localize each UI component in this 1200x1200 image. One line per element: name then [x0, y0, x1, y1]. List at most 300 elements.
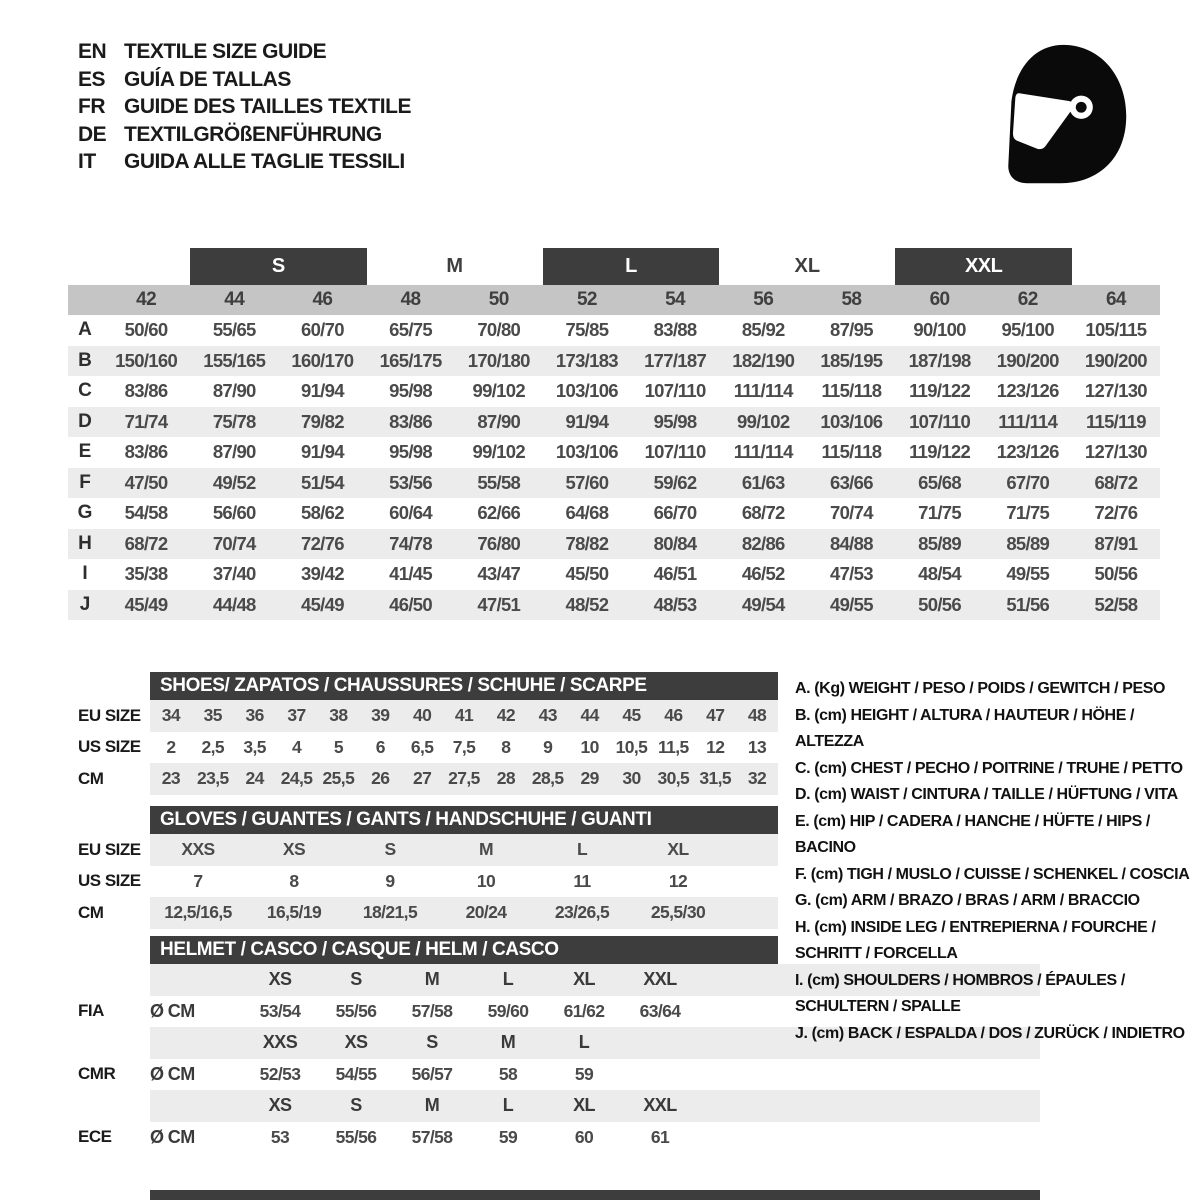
row-label: FIA: [78, 1001, 104, 1021]
value-cell: 7,5: [452, 736, 476, 757]
value-cell: 8: [501, 736, 511, 757]
size-label: S: [350, 969, 362, 990]
size-value: 60/64: [389, 502, 432, 524]
size-value: 85/89: [984, 529, 1072, 560]
size-value: 115/118: [821, 380, 882, 402]
size-value: 83/86: [124, 441, 168, 463]
row-letter: F: [68, 468, 102, 499]
size-value: 107/110: [895, 407, 983, 438]
size-value: 78/82: [543, 529, 631, 560]
language-code: DE: [78, 122, 107, 146]
size-label: L: [502, 969, 514, 990]
value-cell: 29: [580, 768, 599, 789]
value-cell: 41: [454, 705, 474, 726]
size-value: 51/54: [278, 468, 366, 499]
size-value: 107/110: [644, 380, 706, 402]
measurement-row: [68, 559, 1160, 590]
measurement-legend: [795, 676, 1195, 1047]
size-value: 72/76: [278, 529, 366, 560]
size-value: 115/119: [1072, 407, 1160, 438]
measurement-row: [68, 529, 1160, 560]
size-value: 115/118: [821, 441, 882, 463]
value-cell: 28,5: [531, 768, 564, 789]
row-letter: A: [78, 319, 92, 341]
value-cell: 53: [270, 1126, 290, 1147]
size-value: 99/102: [719, 407, 807, 438]
size-value: 119/122: [909, 441, 971, 463]
size-value: 75/78: [190, 407, 278, 438]
size-value: 90/100: [913, 319, 966, 341]
row-label: CM: [78, 768, 104, 788]
size-value: 47/50: [102, 468, 190, 499]
size-value: 123/126: [996, 380, 1059, 402]
value-cell: 55/56: [335, 1126, 377, 1147]
section-title-bar: SHOES/ ZAPATOS / CHAUSSURES / SCHUHE / SCARPE: [150, 672, 778, 700]
diameter-unit: Ø CM: [150, 1126, 195, 1147]
language-title: TEXTILE SIZE GUIDE: [124, 40, 327, 63]
size-value: 70/74: [190, 529, 278, 560]
size-number: 60: [895, 285, 983, 315]
size-group-xl: XL: [794, 255, 821, 277]
size-value: 50/56: [895, 590, 983, 621]
size-value: 46/51: [653, 563, 697, 585]
size-value: 177/187: [631, 346, 719, 377]
size-value: 47/53: [830, 563, 873, 585]
size-value: 85/92: [741, 319, 785, 341]
value-cell: 36: [245, 705, 264, 726]
measurement-row: [68, 315, 1160, 346]
language-title: GUIDE DES TAILLES TEXTILE: [124, 95, 411, 118]
value-cell: 55/56: [335, 1000, 377, 1021]
size-value: 99/102: [472, 441, 525, 463]
value-cell: 57/58: [411, 1000, 453, 1021]
value-cell: 12,5/16,5: [164, 902, 232, 923]
value-cell: 53/54: [259, 1000, 301, 1021]
size-value: 127/130: [1084, 380, 1147, 402]
size-label: XS: [268, 969, 292, 990]
size-number: 56: [719, 285, 807, 315]
size-number: 64: [1072, 285, 1160, 315]
size-label: S: [426, 1032, 438, 1053]
section-row: [78, 866, 778, 898]
row-label: US SIZE: [78, 871, 141, 891]
value-cell: 40: [412, 705, 432, 726]
size-value: 58/62: [301, 502, 344, 524]
row-letter: H: [68, 529, 102, 560]
language-code: IT: [78, 150, 96, 173]
value-cell: 6,5: [410, 736, 434, 757]
size-value: 99/102: [472, 380, 525, 402]
size-value: 87/95: [830, 319, 873, 341]
value-cell: 46: [664, 705, 683, 726]
size-value: 165/175: [366, 346, 454, 377]
size-value: 46/52: [741, 563, 785, 585]
value-cell: XXS: [181, 839, 215, 860]
legend-entry: H. (cm) INSIDE LEG / ENTREPIERNA / FOURCHE / SCHRITT / FORCELLA: [795, 918, 1156, 962]
size-value: 55/58: [455, 468, 543, 499]
value-cell: 12: [706, 736, 725, 757]
value-cell: 4: [291, 736, 302, 757]
legend-entry: B. (cm) HEIGHT / ALTURA / HAUTEUR / HÖHE / ALTEZZA: [795, 706, 1135, 750]
legend-entry: F. (cm) TIGH / MUSLO / CUISSE / SCHENKEL / COSCIA: [795, 865, 1190, 883]
legend-entry: D. (cm) WAIST / CINTURA / TAILLE / HÜFTUNG / VITA: [795, 786, 1178, 803]
value-cell: 5: [333, 736, 343, 757]
value-cell: M: [479, 839, 493, 860]
size-value: 190/200: [984, 346, 1072, 377]
value-cell: 38: [329, 705, 348, 726]
size-group-header: [68, 248, 1160, 285]
value-cell: 9: [385, 870, 395, 891]
section-row: [78, 732, 778, 764]
size-value: 67/70: [984, 468, 1072, 499]
size-value: 76/80: [455, 529, 543, 560]
value-cell: 31,5: [699, 768, 732, 789]
value-cell: 6: [375, 736, 385, 757]
gloves-size-section: [78, 806, 778, 929]
language-row: [78, 93, 411, 121]
value-cell: 24,5: [280, 768, 313, 789]
value-cell: 26: [371, 768, 390, 789]
size-label: M: [424, 969, 440, 990]
row-label: CMR: [78, 1064, 116, 1084]
row-label: EU SIZE: [78, 705, 141, 725]
size-value: 48/52: [543, 590, 631, 621]
size-number-header: [68, 285, 1160, 315]
measurement-row: [68, 376, 1160, 407]
value-cell: 59: [498, 1126, 518, 1147]
row-letter: D: [68, 407, 102, 438]
measurement-row: [68, 498, 1160, 529]
value-cell: 27,5: [448, 768, 480, 789]
size-value: 48/54: [918, 563, 961, 585]
size-value: 57/60: [543, 468, 631, 499]
section-row: [78, 1059, 1040, 1091]
size-value: 68/72: [102, 529, 190, 560]
row-values: [150, 897, 778, 929]
helmet-values-row: [150, 996, 708, 1028]
size-label: L: [578, 1032, 590, 1053]
value-cell: 7: [193, 870, 203, 891]
diameter-unit: Ø CM: [150, 1063, 195, 1084]
size-value: 87/91: [1072, 529, 1160, 560]
size-value: 127/130: [1084, 441, 1147, 463]
measurement-row: [68, 437, 1160, 468]
value-cell: 12: [668, 870, 688, 891]
size-value: 39/42: [301, 563, 344, 585]
racing-helmet-icon: [982, 36, 1137, 194]
size-value: 41/45: [389, 563, 432, 585]
size-value: 65/68: [895, 468, 983, 499]
size-group-xxl: XXL: [895, 248, 1071, 285]
value-cell: 61: [650, 1126, 670, 1147]
size-value: 79/82: [278, 407, 366, 438]
measurement-row: [68, 468, 1160, 499]
size-value: 51/56: [984, 590, 1072, 621]
row-values: [150, 732, 778, 764]
section-row: [78, 897, 778, 929]
value-cell: 43: [538, 705, 557, 726]
value-cell: 13: [747, 736, 767, 757]
size-value: 80/84: [631, 529, 719, 560]
size-value: 61/63: [719, 468, 807, 499]
size-label: M: [500, 1032, 516, 1053]
value-cell: 56/57: [411, 1063, 453, 1084]
size-value: 68/72: [741, 502, 785, 524]
value-cell: 2: [166, 736, 176, 757]
value-cell: 20/24: [465, 902, 507, 923]
size-label: M: [424, 1095, 440, 1116]
value-cell: 2,5: [201, 736, 225, 757]
language-code: EN: [78, 40, 107, 63]
size-value: 111/114: [733, 441, 793, 463]
size-value: 37/40: [212, 563, 256, 585]
size-group-l: L: [543, 248, 719, 285]
value-cell: 58: [498, 1063, 518, 1084]
size-group-m: M: [446, 255, 463, 277]
value-cell: 30,5: [657, 768, 690, 789]
size-value: 72/76: [1094, 502, 1138, 524]
value-cell: 18/21,5: [362, 902, 418, 923]
size-value: 84/88: [807, 529, 895, 560]
value-cell: 60: [574, 1126, 594, 1147]
size-value: 49/52: [190, 468, 278, 499]
size-label: L: [502, 1095, 514, 1116]
language-row: [78, 38, 411, 66]
size-value: 44/48: [190, 590, 278, 621]
size-label: XL: [573, 1095, 595, 1116]
section-row: [78, 1122, 1040, 1154]
size-value: 49/55: [1006, 563, 1050, 585]
value-cell: 32: [747, 768, 767, 789]
section-title-bar: HELMET / CASCO / CASQUE / HELM / CASCO: [150, 936, 778, 964]
size-value: 119/122: [909, 380, 971, 402]
size-number: 46: [278, 285, 366, 315]
size-value: 82/86: [719, 529, 807, 560]
size-value: 91/94: [301, 441, 344, 463]
row-label: EU SIZE: [78, 839, 141, 859]
size-value: 66/70: [653, 502, 697, 524]
size-label: XS: [344, 1032, 368, 1053]
row-label: [78, 1090, 150, 1122]
section-row: [78, 700, 778, 732]
value-cell: XS: [282, 839, 306, 860]
size-value: 35/38: [124, 563, 168, 585]
value-cell: 37: [287, 705, 306, 726]
value-cell: 45: [622, 705, 641, 726]
size-value: 54/58: [124, 502, 168, 524]
value-cell: 59: [574, 1063, 594, 1084]
helmet-values-row: [150, 1059, 708, 1091]
size-value: 56/60: [212, 502, 256, 524]
value-cell: 57/58: [411, 1126, 453, 1147]
size-value: 71/75: [918, 502, 961, 524]
cropped-section-bar: [150, 1190, 1040, 1200]
size-value: 64/68: [565, 502, 609, 524]
section-row: [78, 834, 778, 866]
value-cell: 52/53: [259, 1063, 301, 1084]
row-label: [78, 1027, 150, 1059]
size-value: 170/180: [455, 346, 543, 377]
diameter-unit: Ø CM: [150, 1000, 195, 1021]
size-value: 190/200: [1072, 346, 1160, 377]
size-value: 75/85: [565, 319, 609, 341]
language-row: [78, 121, 411, 149]
size-value: 111/114: [984, 407, 1072, 438]
size-value: 70/80: [477, 319, 521, 341]
size-number: 42: [102, 285, 190, 315]
size-value: 182/190: [719, 346, 807, 377]
size-number: 58: [807, 285, 895, 315]
value-cell: 11,5: [657, 736, 689, 757]
row-values: [150, 700, 778, 732]
size-value: 107/110: [644, 441, 706, 463]
value-cell: 28: [496, 768, 515, 789]
size-value: 68/72: [1072, 468, 1160, 499]
language-title: TEXTILGRÖßENFÜHRUNG: [124, 122, 382, 146]
value-cell: 23,5: [196, 768, 229, 789]
size-value: 70/74: [830, 502, 873, 524]
size-number: 62: [984, 285, 1072, 315]
size-value: 85/89: [895, 529, 983, 560]
size-value: 95/98: [389, 380, 432, 402]
helmet-values-row: [150, 1122, 708, 1154]
value-cell: 39: [371, 705, 390, 726]
value-cell: 54/55: [335, 1063, 377, 1084]
size-value: 95/100: [1001, 319, 1054, 341]
size-value: 45/49: [102, 590, 190, 621]
section-row: [78, 763, 778, 795]
measurement-row: [68, 346, 1160, 377]
size-value: 46/50: [366, 590, 454, 621]
legend-entry: E. (cm) HIP / CADERA / HANCHE / HÜFTE / HIPS / BACINO: [795, 812, 1150, 856]
measurement-row: [68, 407, 1160, 438]
size-number: 54: [631, 285, 719, 315]
size-value: 123/126: [996, 441, 1059, 463]
size-value: 103/106: [807, 407, 895, 438]
value-cell: 59/60: [487, 1000, 529, 1021]
size-value: 87/90: [455, 407, 543, 438]
size-label: S: [350, 1095, 362, 1116]
value-cell: XL: [667, 839, 689, 860]
size-label: XS: [268, 1095, 292, 1116]
size-value: 50/56: [1094, 563, 1138, 585]
language-title: GUÍA DE TALLAS: [124, 67, 291, 91]
size-value: 50/60: [124, 319, 168, 341]
value-cell: 3,5: [243, 736, 266, 757]
section-row: [78, 1090, 1040, 1122]
row-label: [78, 964, 150, 996]
size-value: 91/94: [543, 407, 631, 438]
size-value: 150/160: [102, 346, 190, 377]
size-value: 173/183: [543, 346, 631, 377]
value-cell: 25,5: [322, 768, 355, 789]
size-value: 60/70: [301, 319, 344, 341]
size-value: 47/51: [455, 590, 543, 621]
value-cell: 34: [161, 705, 181, 726]
size-value: 63/66: [807, 468, 895, 499]
size-value: 87/90: [212, 441, 256, 463]
size-label: XXL: [643, 969, 677, 990]
size-value: 83/88: [653, 319, 697, 341]
language-row: [78, 148, 411, 176]
textile-size-table: [68, 248, 1160, 620]
row-label: US SIZE: [78, 737, 141, 757]
value-cell: 11: [573, 870, 591, 891]
row-letter: C: [78, 380, 92, 402]
language-code: ES: [78, 67, 106, 91]
size-value: 103/106: [555, 380, 618, 402]
size-value: 59/62: [631, 468, 719, 499]
value-cell: 63/64: [639, 1000, 681, 1021]
row-values: [150, 763, 778, 795]
row-values: [150, 834, 778, 866]
size-value: 53/56: [366, 468, 454, 499]
legend-entry: J. (cm) BACK / ESPALDA / DOS / ZURÜCK / INDIETRO: [795, 1024, 1185, 1042]
value-cell: 48: [747, 705, 767, 726]
value-cell: 23: [161, 768, 181, 789]
value-cell: 10: [580, 736, 599, 757]
size-value: 185/195: [807, 346, 895, 377]
value-cell: 30: [622, 768, 641, 789]
size-label: XL: [573, 969, 595, 990]
size-value: 52/58: [1072, 590, 1160, 621]
language-title-list: [78, 38, 411, 176]
row-letter: J: [68, 590, 102, 621]
size-label: XXS: [262, 1032, 298, 1053]
size-label: XXL: [643, 1095, 677, 1116]
size-value: 48/53: [631, 590, 719, 621]
legend-entry: C. (cm) CHEST / PECHO / POITRINE / TRUHE / PETTO: [795, 759, 1183, 777]
size-value: 155/165: [190, 346, 278, 377]
section-title-bar: GLOVES / GUANTES / GANTS / HANDSCHUHE / GUANTI: [150, 806, 778, 834]
size-value: 71/74: [102, 407, 190, 438]
size-value: 83/86: [124, 380, 168, 402]
row-letter: G: [77, 502, 93, 524]
legend-entry: A. (Kg) WEIGHT / PESO / POIDS / GEWITCH / PESO: [795, 680, 1166, 697]
size-value: 187/198: [895, 346, 983, 377]
size-value: 160/170: [278, 346, 366, 377]
size-value: 62/66: [477, 502, 521, 524]
size-value: 71/75: [1006, 502, 1050, 524]
corner-cell: [68, 285, 102, 315]
legend-entry: G. (cm) ARM / BRAZO / BRAS / ARM / BRACCIO: [795, 892, 1140, 909]
value-cell: 9: [543, 736, 553, 757]
row-letter: E: [78, 441, 92, 463]
size-value: 49/54: [719, 590, 807, 621]
shoes-size-section: [78, 672, 778, 795]
value-cell: L: [576, 839, 588, 860]
size-number: 52: [543, 285, 631, 315]
value-cell: 24: [245, 768, 264, 789]
size-value: 55/65: [212, 319, 256, 341]
size-group-s: S: [190, 248, 366, 285]
value-cell: 42: [496, 705, 515, 726]
row-values: [150, 866, 778, 898]
value-cell: 23/26,5: [554, 902, 610, 923]
row-label: ECE: [78, 1127, 112, 1147]
size-value: 83/86: [366, 407, 454, 438]
helmet-size-header-row: [150, 1090, 1040, 1122]
size-number: 50: [455, 285, 543, 315]
size-value: 65/75: [389, 319, 432, 341]
size-value: 91/94: [301, 380, 344, 402]
value-cell: 27: [412, 768, 432, 789]
size-value: 74/78: [366, 529, 454, 560]
legend-entry: I. (cm) SHOULDERS / HOMBROS / ÉPAULES / SCHULTERN / SPALLE: [795, 971, 1125, 1015]
size-value: 95/98: [389, 441, 432, 463]
value-cell: S: [384, 839, 396, 860]
value-cell: 10: [476, 870, 496, 891]
